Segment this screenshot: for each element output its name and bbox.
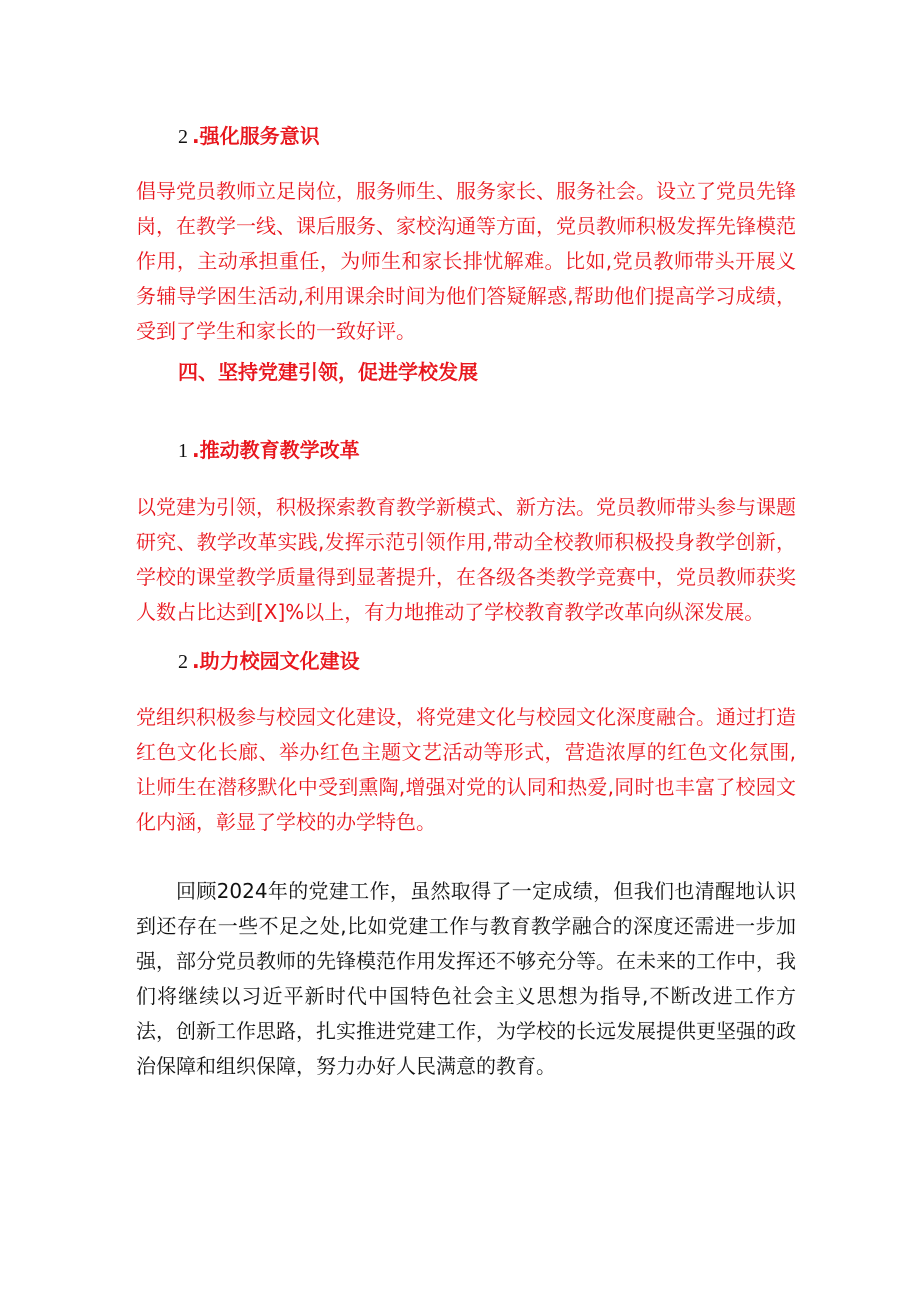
subheading-number: 2: [178, 126, 188, 148]
subheading-number: 1: [178, 440, 188, 462]
subheading-text: .助力校园文化建设: [192, 649, 360, 673]
subheading-number: 2: [178, 651, 188, 673]
paragraph-campus-culture: 党组织积极参与校园文化建设，将党建文化与校园文化深度融合。通过打造红色文化长廊、举办红色主题文艺活动等形式，营造浓厚的红色文化氛围,让师生在潜移默化中受到熏陶,增强对党的认同和热爱,同时也丰富了校园文化内涵，彰显了学校的办学特色。: [136, 705, 796, 834]
paragraph-teaching-reform: 以党建为引领，积极探索教育教学新模式、新方法。党员教师带头参与课题研究、教学改革实践,发挥示范引领作用,带动全校教师积极投身教学创新，学校的课堂教学质量得到显著提升，在各级各类教学竞赛中，党员教师获奖人数占比达到[X]%以上，有力地推动了学校教育教学改革向纵深发展。: [136, 495, 796, 624]
subheading-teaching-reform: [178, 434, 360, 463]
subheading-campus-culture: [178, 645, 360, 674]
paragraph-review-2024: 回顾2024年的党建工作，虽然取得了一定成绩，但我们也清醒地认识到还存在一些不足之处,比如党建工作与教育教学融合的深度还需进一步加强，部分党员教师的先锋模范作用发挥还不够充分等。在未来的工作中，我们将继续以习近平新时代中国特色社会主义思想为指导,不断改进工作方法，创新工作思路，扎实推进党建工作，为学校的长远发展提供更坚强的政治保障和组织保障，努力办好人民满意的教育。: [136, 879, 796, 1078]
section-four-title: 四、坚持党建引领，促进学校发展: [178, 360, 478, 384]
subheading-text: .推动教育教学改革: [192, 438, 360, 462]
subheading-strengthen-service: [178, 120, 320, 149]
paragraph-service-awareness: 倡导党员教师立足岗位，服务师生、服务家长、服务社会。设立了党员先锋岗，在教学一线、课后服务、家校沟通等方面，党员教师积极发挥先锋模范作用，主动承担重任，为师生和家长排忧解难。比如,党员教师带头开展义务辅导学困生活动,利用课余时间为他们答疑解惑,帮助他们提高学习成绩，受到了学生和家长的一致好评。: [136, 179, 796, 343]
subheading-text: .强化服务意识: [192, 124, 320, 148]
